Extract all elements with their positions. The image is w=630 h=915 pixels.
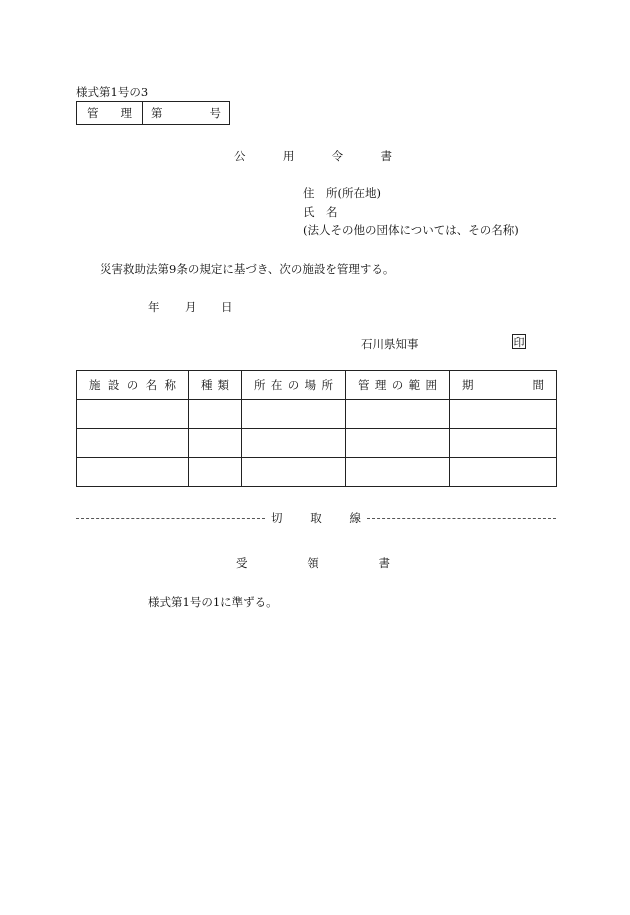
management-label-char-2: 理 bbox=[120, 106, 132, 120]
name-label: 氏 名 bbox=[303, 205, 338, 219]
table-header-row bbox=[77, 371, 557, 400]
table-cell bbox=[242, 429, 346, 458]
table-cell bbox=[450, 400, 557, 429]
header-location bbox=[242, 371, 346, 400]
table-cell bbox=[242, 458, 346, 487]
table-cell bbox=[189, 429, 242, 458]
table-cell bbox=[450, 458, 557, 487]
cut-line-char: 切 bbox=[271, 511, 283, 525]
header-char: 所 bbox=[321, 378, 333, 392]
date-day: 日 bbox=[221, 300, 233, 314]
header-char: 施 bbox=[89, 378, 101, 392]
address-label: 住 所(所在地) bbox=[303, 186, 381, 200]
title-char: 書 bbox=[380, 149, 392, 163]
header-char: 類 bbox=[217, 378, 229, 392]
seal-char: 印 bbox=[513, 335, 525, 349]
header-char: 場 bbox=[304, 378, 317, 392]
management-number-prefix: 第 bbox=[151, 106, 163, 120]
title-char: 用 bbox=[282, 149, 295, 163]
header-char: 期 bbox=[462, 378, 474, 392]
header-char: 理 bbox=[374, 378, 387, 392]
header-char: の bbox=[126, 378, 139, 392]
table-cell bbox=[77, 458, 189, 487]
table-cell bbox=[189, 458, 242, 487]
header-char: の bbox=[287, 378, 300, 392]
table-row bbox=[77, 458, 557, 487]
table-row bbox=[77, 400, 557, 429]
table-row bbox=[77, 429, 557, 458]
table-cell bbox=[77, 400, 189, 429]
body-text: 災害救助法第9条の規定に基づき、次の施設を管理する。 bbox=[100, 262, 395, 276]
seal-mark bbox=[512, 334, 526, 349]
receipt-note: 様式第1号の1に準ずる。 bbox=[148, 595, 278, 609]
header-period bbox=[450, 371, 557, 400]
date-year: 年 bbox=[148, 300, 160, 314]
cut-line-char: 取 bbox=[310, 511, 322, 525]
header-type bbox=[189, 371, 242, 400]
header-char: 在 bbox=[270, 378, 283, 392]
date-month: 月 bbox=[185, 300, 197, 314]
header-char: 範 bbox=[408, 378, 421, 392]
receipt-title bbox=[236, 555, 390, 571]
management-label-char-1: 管 bbox=[87, 106, 99, 120]
receipt-title-char: 領 bbox=[307, 556, 319, 570]
cut-line-dots-right bbox=[367, 518, 556, 519]
table-cell bbox=[346, 400, 450, 429]
header-char: 管 bbox=[358, 378, 370, 392]
table-cell bbox=[189, 400, 242, 429]
issuer: 石川県知事 bbox=[361, 337, 419, 351]
header-char: 間 bbox=[532, 378, 544, 392]
document-title bbox=[234, 148, 392, 164]
table-cell bbox=[346, 458, 450, 487]
header-char: 所 bbox=[254, 378, 266, 392]
cut-line-char: 線 bbox=[349, 511, 361, 525]
facilities-table bbox=[76, 370, 557, 487]
title-char: 令 bbox=[331, 149, 344, 163]
receipt-title-char: 受 bbox=[236, 556, 248, 570]
cut-line-label bbox=[265, 510, 367, 526]
header-char: 設 bbox=[107, 378, 120, 392]
cut-line bbox=[76, 510, 556, 526]
title-char: 公 bbox=[234, 149, 246, 163]
form-number: 様式第1号の3 bbox=[76, 85, 149, 99]
corporation-note: (法人その他の団体については、その名称) bbox=[303, 223, 519, 237]
management-number-field bbox=[143, 102, 229, 124]
header-char: 囲 bbox=[425, 378, 437, 392]
management-number-box bbox=[76, 101, 230, 125]
management-label bbox=[77, 102, 143, 124]
header-char: 種 bbox=[201, 378, 213, 392]
header-management-scope bbox=[346, 371, 450, 400]
table-cell bbox=[77, 429, 189, 458]
cut-line-dots-left bbox=[76, 518, 265, 519]
table-cell bbox=[346, 429, 450, 458]
header-facility-name bbox=[77, 371, 189, 400]
header-char: 名 bbox=[145, 378, 158, 392]
header-char: 称 bbox=[164, 378, 176, 392]
table-cell bbox=[450, 429, 557, 458]
receipt-title-char: 書 bbox=[378, 556, 390, 570]
table-cell bbox=[242, 400, 346, 429]
header-char: の bbox=[391, 378, 404, 392]
management-number-suffix: 号 bbox=[209, 106, 221, 120]
